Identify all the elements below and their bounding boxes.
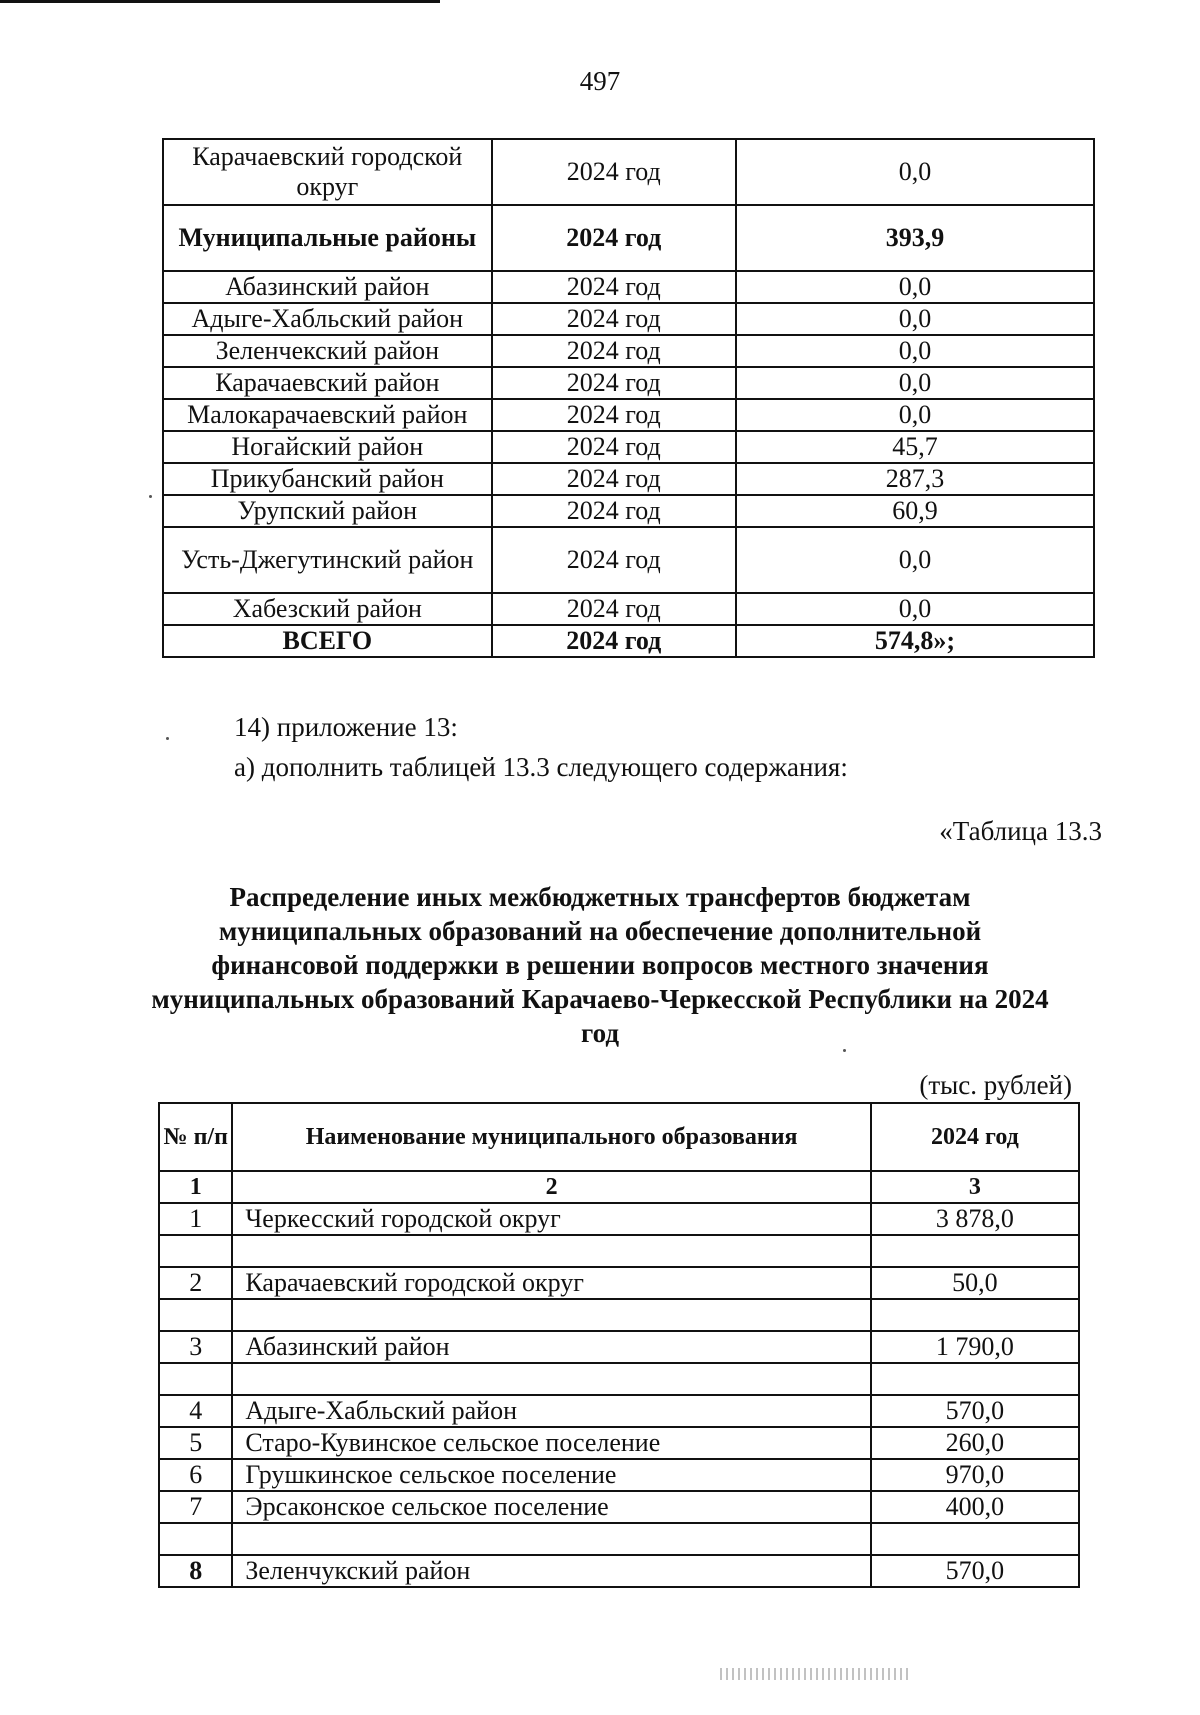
- table-row: [163, 399, 1094, 431]
- row-num: [159, 1299, 232, 1331]
- table-row: [163, 303, 1094, 335]
- table-row: [159, 1555, 1079, 1587]
- row-value: 0,0: [736, 335, 1094, 367]
- paragraph-item-14: 14) приложение 13:: [234, 712, 458, 742]
- row-num: [159, 1363, 232, 1395]
- table-row: [159, 1491, 1079, 1523]
- table-row: [159, 1267, 1079, 1299]
- row-year: 2024 год: [492, 139, 736, 205]
- row-value: [871, 1363, 1079, 1395]
- table-row: [159, 1427, 1079, 1459]
- row-year: 2024 год: [492, 335, 736, 367]
- row-name: Старо-Кувинское сельское поселение: [232, 1427, 870, 1459]
- row-name: [232, 1235, 870, 1267]
- header-year: 2024 год: [871, 1103, 1079, 1171]
- row-value: 0,0: [736, 139, 1094, 205]
- row-name: Карачаевский городской округ: [232, 1267, 870, 1299]
- row-value: 260,0: [871, 1427, 1079, 1459]
- row-name: Эрсаконское сельское поселение: [232, 1491, 870, 1523]
- row-year: 2024 год: [492, 271, 736, 303]
- row-name: Ногайский район: [163, 431, 492, 463]
- row-name: [232, 1523, 870, 1555]
- row-name: Карачаевский городской округ: [163, 139, 492, 205]
- row-year: 2024 год: [492, 399, 736, 431]
- table-row-blank: [159, 1363, 1079, 1395]
- scan-noise: [720, 1668, 910, 1680]
- row-name: Муниципальные районы: [163, 205, 492, 271]
- row-name: Адыге-Хабльский район: [232, 1395, 870, 1427]
- row-name: Абазинский район: [232, 1331, 870, 1363]
- row-name: Зеленчукский район: [232, 1555, 870, 1587]
- row-name: Черкесский городской округ: [232, 1203, 870, 1235]
- row-num: 6: [159, 1459, 232, 1491]
- row-name: Зеленчекский район: [163, 335, 492, 367]
- row-value: 570,0: [871, 1555, 1079, 1587]
- row-value: 50,0: [871, 1267, 1079, 1299]
- scan-dot: [843, 1049, 846, 1052]
- table-title: Распределение иных межбюджетных трансфертов бюджетам муниципальных образований на обеспечение дополнительной финансовой поддержки в решении вопросов местного значения муниципальных образований Карачаево-Черкесской Республики на 2024 год: [151, 882, 1049, 1048]
- table-header-row: [159, 1103, 1079, 1171]
- column-index-row: [159, 1171, 1079, 1203]
- row-name: Урупский район: [163, 495, 492, 527]
- table-row: [163, 335, 1094, 367]
- paragraph-item-a: а) дополнить таблицей 13.3 следующего содержания:: [234, 752, 848, 782]
- row-num: 3: [159, 1331, 232, 1363]
- row-value: 1 790,0: [871, 1331, 1079, 1363]
- table-row-blank: [159, 1523, 1079, 1555]
- table-13-3: [158, 1102, 1080, 1588]
- header-num: № п/п: [159, 1103, 232, 1171]
- table-row-blank: [159, 1299, 1079, 1331]
- row-year: 2024 год: [492, 367, 736, 399]
- row-name: Хабезский район: [163, 593, 492, 625]
- row-name: Грушкинское сельское поселение: [232, 1459, 870, 1491]
- row-value: 570,0: [871, 1395, 1079, 1427]
- row-num: 1: [159, 1203, 232, 1235]
- row-name: Усть-Джегутинский район: [163, 527, 492, 593]
- table-row: [163, 205, 1094, 271]
- row-value: [871, 1235, 1079, 1267]
- row-name: Карачаевский район: [163, 367, 492, 399]
- page-number: 497: [579, 66, 621, 96]
- row-value: 574,8»;: [736, 625, 1094, 657]
- row-value: 0,0: [736, 399, 1094, 431]
- table-row: [163, 367, 1094, 399]
- table-row: [163, 625, 1094, 657]
- table-row-blank: [159, 1235, 1079, 1267]
- row-value: 0,0: [736, 593, 1094, 625]
- row-year: 2024 год: [492, 463, 736, 495]
- row-year: 2024 год: [492, 593, 736, 625]
- row-num: 5: [159, 1427, 232, 1459]
- row-year: 2024 год: [492, 527, 736, 593]
- row-name: Малокарачаевский район: [163, 399, 492, 431]
- continued-table: [162, 138, 1095, 658]
- row-num: 7: [159, 1491, 232, 1523]
- row-num: 4: [159, 1395, 232, 1427]
- row-value: 287,3: [736, 463, 1094, 495]
- continued-table-body: [163, 139, 1094, 657]
- column-index-2: 2: [232, 1171, 870, 1203]
- row-year: 2024 год: [492, 431, 736, 463]
- scan-dot: [149, 495, 152, 498]
- table-row: [163, 139, 1094, 205]
- row-value: [871, 1299, 1079, 1331]
- table-13-3-body: [159, 1103, 1079, 1587]
- row-name: Адыге-Хабльский район: [163, 303, 492, 335]
- row-value: 3 878,0: [871, 1203, 1079, 1235]
- column-index-1: 1: [159, 1171, 232, 1203]
- header-name: Наименование муниципального образования: [232, 1103, 870, 1171]
- row-value: [871, 1523, 1079, 1555]
- table-row: [163, 431, 1094, 463]
- row-name: [232, 1299, 870, 1331]
- row-value: 0,0: [736, 303, 1094, 335]
- row-value: 0,0: [736, 527, 1094, 593]
- table-row: [159, 1459, 1079, 1491]
- row-value: 0,0: [736, 367, 1094, 399]
- row-num: 2: [159, 1267, 232, 1299]
- row-name: ВСЕГО: [163, 625, 492, 657]
- row-year: 2024 год: [492, 303, 736, 335]
- row-value: 400,0: [871, 1491, 1079, 1523]
- row-name: Прикубанский район: [163, 463, 492, 495]
- row-value: 0,0: [736, 271, 1094, 303]
- row-year: 2024 год: [492, 205, 736, 271]
- row-num: [159, 1523, 232, 1555]
- table-row: [163, 463, 1094, 495]
- row-year: 2024 год: [492, 495, 736, 527]
- table-row: [159, 1203, 1079, 1235]
- row-value: 393,9: [736, 205, 1094, 271]
- units-label: (тыс. рублей): [919, 1070, 1072, 1100]
- row-value: 970,0: [871, 1459, 1079, 1491]
- row-name: [232, 1363, 870, 1395]
- row-value: 45,7: [736, 431, 1094, 463]
- row-value: 60,9: [736, 495, 1094, 527]
- table-row: [163, 495, 1094, 527]
- table-row: [163, 593, 1094, 625]
- table-row: [159, 1331, 1079, 1363]
- table-row: [163, 271, 1094, 303]
- top-edge-line: [0, 0, 440, 3]
- scan-dot: [166, 737, 169, 740]
- row-num: 8: [159, 1555, 232, 1587]
- row-year: 2024 год: [492, 625, 736, 657]
- row-name: Абазинский район: [163, 271, 492, 303]
- table-row: [159, 1395, 1079, 1427]
- row-num: [159, 1235, 232, 1267]
- column-index-3: 3: [871, 1171, 1079, 1203]
- table-row: [163, 527, 1094, 593]
- table-label: «Таблица 13.3: [939, 816, 1102, 846]
